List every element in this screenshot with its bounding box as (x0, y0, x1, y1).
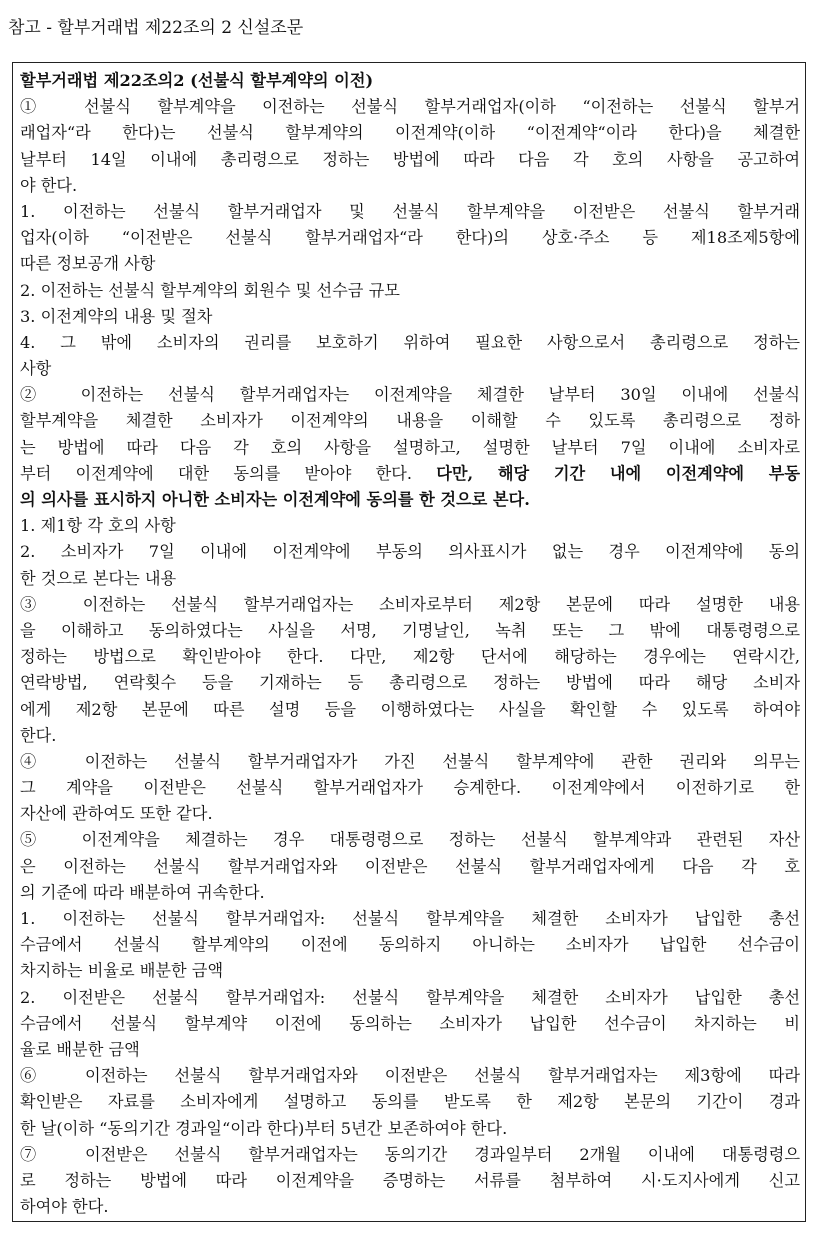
text-line: 연락방법, 연락횟수 등을 기재하는 등 총리령으로 정하는 방법에 따라 해당 소비자 (20, 673, 800, 693)
text-line: 한다. (20, 725, 57, 745)
text-line: 그 계약을 이전받은 선불식 할부거래업자가 승계한다. 이전계약에서 이전하기로 한 (20, 778, 800, 798)
bold-proviso: 다만, 해당 기간 내에 이전계약에 부동 (436, 463, 800, 483)
text-line: 날부터 14일 이내에 총리령으로 정하는 방법에 따라 다음 각 호의 사항을 공고하여 (20, 149, 800, 169)
text-line: 2. 소비자가 7일 이내에 이전계약에 부동의 의사표시가 없는 경우 이전계약에 동의 (20, 542, 800, 562)
text-line: 하여야 한다. (20, 1197, 109, 1217)
text-line: 1. 이전하는 선불식 할부거래업자: 선불식 할부계약을 체결한 소비자가 납입한 총선 (20, 909, 800, 928)
text-line: ② 이전하는 선불식 할부거래업자는 이전계약을 체결한 날부터 30일 이내에 선불식 (20, 385, 800, 405)
text-line: 야 한다. (20, 175, 78, 195)
text-line: 한 날(이하 “동의기간 경과일“이라 한다)부터 5년간 보존하여야 한다. (20, 1118, 508, 1138)
page-caption: 참고 - 할부거래법 제22조의 2 신설조문 (8, 18, 304, 38)
article-heading: 할부거래법 제22조의2 (선불식 할부계약의 이전) (20, 71, 374, 90)
text-line: 1. 제1항 각 호의 사항 (20, 516, 176, 536)
text-line: 수금에서 선불식 할부계약의 이전에 동의하지 아니하는 소비자가 납입한 선수금이 (20, 935, 800, 955)
text-line: ⑥ 이전하는 선불식 할부거래업자와 이전받은 선불식 할부거래업자는 제3항에 따라 (20, 1066, 800, 1086)
text-line: ③ 이전하는 선불식 할부거래업자는 소비자로부터 제2항 본문에 따라 설명한 내용 (20, 594, 800, 614)
text-line: 자산에 관하여도 또한 같다. (20, 804, 213, 824)
text-line: 율로 배분한 금액 (20, 1039, 140, 1059)
text-segment: 부터 이전계약에 대한 동의를 받아야 한다. (20, 463, 437, 483)
text-line: 3. 이전계약의 내용 및 절차 (20, 306, 213, 326)
text-line: ① 선불식 할부계약을 이전하는 선불식 할부거래업자(이하 “이전하는 선불식 할부거 (20, 97, 800, 117)
text-line: 따른 정보공개 사항 (20, 254, 156, 274)
text-line: ⑤ 이전계약을 체결하는 경우 대통령령으로 정하는 선불식 할부계약과 관련된 자산 (20, 830, 800, 850)
article-text (20, 68, 800, 1220)
text-line: 2. 이전하는 선불식 할부계약의 회원수 및 선수금 규모 (20, 280, 400, 300)
text-line-mixed (20, 461, 800, 487)
bold-proviso-line: 의 의사를 표시하지 아니한 소비자는 이전계약에 동의를 한 것으로 본다. (20, 490, 530, 509)
text-line: 1. 이전하는 선불식 할부거래업자 및 선불식 할부계약을 이전받은 선불식 할부거래 (20, 201, 800, 221)
text-line: 2. 이전받은 선불식 할부거래업자: 선불식 할부계약을 체결한 소비자가 납입한 총선 (20, 987, 800, 1007)
text-line: 래업자“라 한다)는 선불식 할부계약의 이전계약(이하 “이전계약“이라 한다)을 체결한 (20, 123, 800, 143)
text-line: 정하는 방법으로 확인받아야 한다. 다만, 제2항 단서에 해당하는 경우에는 연락시간, (20, 647, 800, 667)
text-line: 의 기준에 따라 배분하여 귀속한다. (20, 882, 265, 902)
text-line: 업자(이하 “이전받은 선불식 할부거래업자“라 한다)의 상호·주소 등 제18조제5항에 (20, 228, 800, 248)
text-line: 4. 그 밖에 소비자의 권리를 보호하기 위하여 필요한 사항으로서 총리령으로 정하는 (20, 332, 800, 352)
text-line: 에게 제2항 본문에 따른 설명 등을 이행하였다는 사실을 확인할 수 있도록 하여야 (20, 699, 800, 719)
text-line: 차지하는 비율로 배분한 금액 (20, 961, 224, 981)
text-line: 로 정하는 방법에 따라 이전계약을 증명하는 서류를 첨부하여 시·도지사에게 신고 (20, 1170, 800, 1190)
text-line: 는 방법에 따라 다음 각 호의 사항을 설명하고, 설명한 날부터 7일 이내에 소비자로 (20, 437, 800, 457)
text-line: 할부계약을 체결한 소비자가 이전계약의 내용을 이해할 수 있도록 총리령으로 정하 (20, 411, 800, 431)
text-line: 한 것으로 본다는 내용 (20, 568, 177, 588)
text-line: ⑦ 이전받은 선불식 할부거래업자는 동의기간 경과일부터 2개월 이내에 대통령령으 (20, 1144, 800, 1164)
text-line: 수금에서 선불식 할부계약 이전에 동의하는 소비자가 납입한 선수금이 차지하는 비 (20, 1013, 800, 1033)
text-line: 은 이전하는 선불식 할부거래업자와 이전받은 선불식 할부거래업자에게 다음 각 호 (20, 856, 800, 876)
text-line: 을 이해하고 동의하였다는 사실을 서명, 기명날인, 녹취 또는 그 밖에 대통령령으로 (20, 620, 800, 640)
text-line: 확인받은 자료를 소비자에게 설명하고 동의를 받도록 한 제2항 본문의 기간이 경과 (20, 1092, 800, 1112)
text-line: ④ 이전하는 선불식 할부거래업자가 가진 선불식 할부계약에 관한 권리와 의무는 (20, 751, 800, 771)
text-line: 사항 (20, 359, 52, 379)
